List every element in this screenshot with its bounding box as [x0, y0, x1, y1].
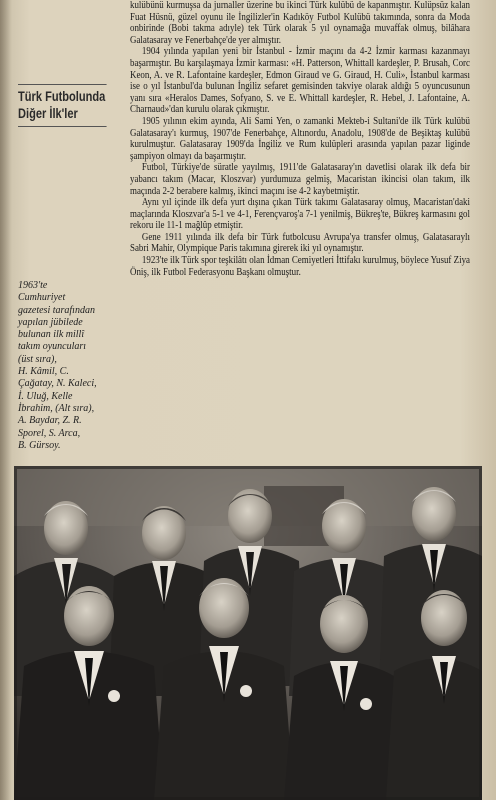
team-photo: [14, 466, 482, 800]
binding-shadow: [0, 0, 12, 800]
paragraph-1905: 1905 yılının ekim ayında, Ali Sami Yen, o zamanki Mekteb-i Sultani'de ilk Türk kulübü Galatasaray'ı kurmuş, 1907'de Fenerbahçe, Altınordu, Anadolu, 1908'de de Beşiktaş kulübü kurulmuştur. Galatasaray 1909'da İngiliz ve Rum kulüpleri arasında yapılan pazar liginde şampiyon olmayı da başarmıştır.: [130, 115, 470, 162]
team-photo-illustration: [14, 466, 482, 800]
paragraph-1904: 1904 yılında yapılan yeni bir İstanbul - İzmir maçını da 4-2 İzmir karması kazanmayı başarmıştır. Bu karşılaşmaya İzmir karması: «H. Patterson, Whittall kardeşler, P. Brusah, Corc Keon, A. ve R. Lafontaine kardeşler, Edmon Giraud ve G. Giraud, H. Culi», İstanbul karması ise o yıl İstanbul'da bulunan İngiliz sefaret gemisinden takviye olarak aldığı 5 oyuncusunun yanı sıra «Heralos Dames, Sofyano, S. ve E. Whittall kardeşler, R. Hebel, J. Lafontaine, A. Charnaud»'dan kurulu olarak çıkmıştır.: [130, 46, 470, 116]
article-body: [130, 0, 470, 278]
section-title: Türk Futbolunda Diğer İlk'ler: [18, 84, 107, 127]
paragraph-1923: 1923'te ilk Türk spor teşkilâtı olan İdman Cemiyetleri İttifakı kurulmuş, böylece Yusuf Ziya Öniş, ilk Futbol Federasyonu Başkanı olmuştur.: [130, 255, 470, 278]
paragraph-abroad: Aynı yıl içinde ilk defa yurt dışına çıkan Türk takımı Galatasaray olmuş, Macaristan'daki maçlarında Kloszvar'a 5-1 ve 4-1, Ferençvaroş'a 7-1 yenilmiş, Bükreş'te, Bükreş karmasını gol rekoru ile 11-1 mağlûp etmiştir.: [130, 197, 470, 232]
photo-caption: 1963'te Cumhuriyet gazetesi tarafından yapılan jübilede bulunan ilk millî takım oyuncuları (üst sıra), H. Kâmil, C. Çağatay, N. Kaleci, İ. Uluğ, Kelle İbrahim, (Alt sıra), A. Baydar, Z. R. Sporel, S. Arca, B. Gürsoy.: [18, 280, 97, 451]
paragraph-1911: Futbol, Türkiye'de süratle yayılmış, 1911'de Galatasaray'ın davetlisi olarak ilk defa bir yabancı takım (Macar, Kloszvar) yurdumuza gelmiş, Macaristan ikincisi olan takım, ilk maçında 2-2 berabere kalmış, ikinci maçını ise 4-2 kaybetmiştir.: [130, 162, 470, 197]
paragraph-transfer: Gene 1911 yılında ilk defa bir Türk futbolcusu Avrupa'ya transfer olmuş, Galatasaraylı Sabri Mahir, Olympique Paris takımına girerek iki yıl oynamıştır.: [130, 231, 470, 255]
paragraph-intro: kulübünü kurmuşsa da jurnaller üzerine bu ikinci Türk kulübü de kapanmıştır. Kulüpsüz kalan Fuat Hüsnü, güzel oyunu ile İngilizler'in Kadıköy Futbol Kulübü takımında, sonra da Moda onbirinde (Bobi takma adıyle) tek Türk olarak 5 yıl oynamağa muvaffak olmuş, bilâhara Galatasaray ve Fenerbahçe'de yer almıştır.: [130, 0, 470, 46]
